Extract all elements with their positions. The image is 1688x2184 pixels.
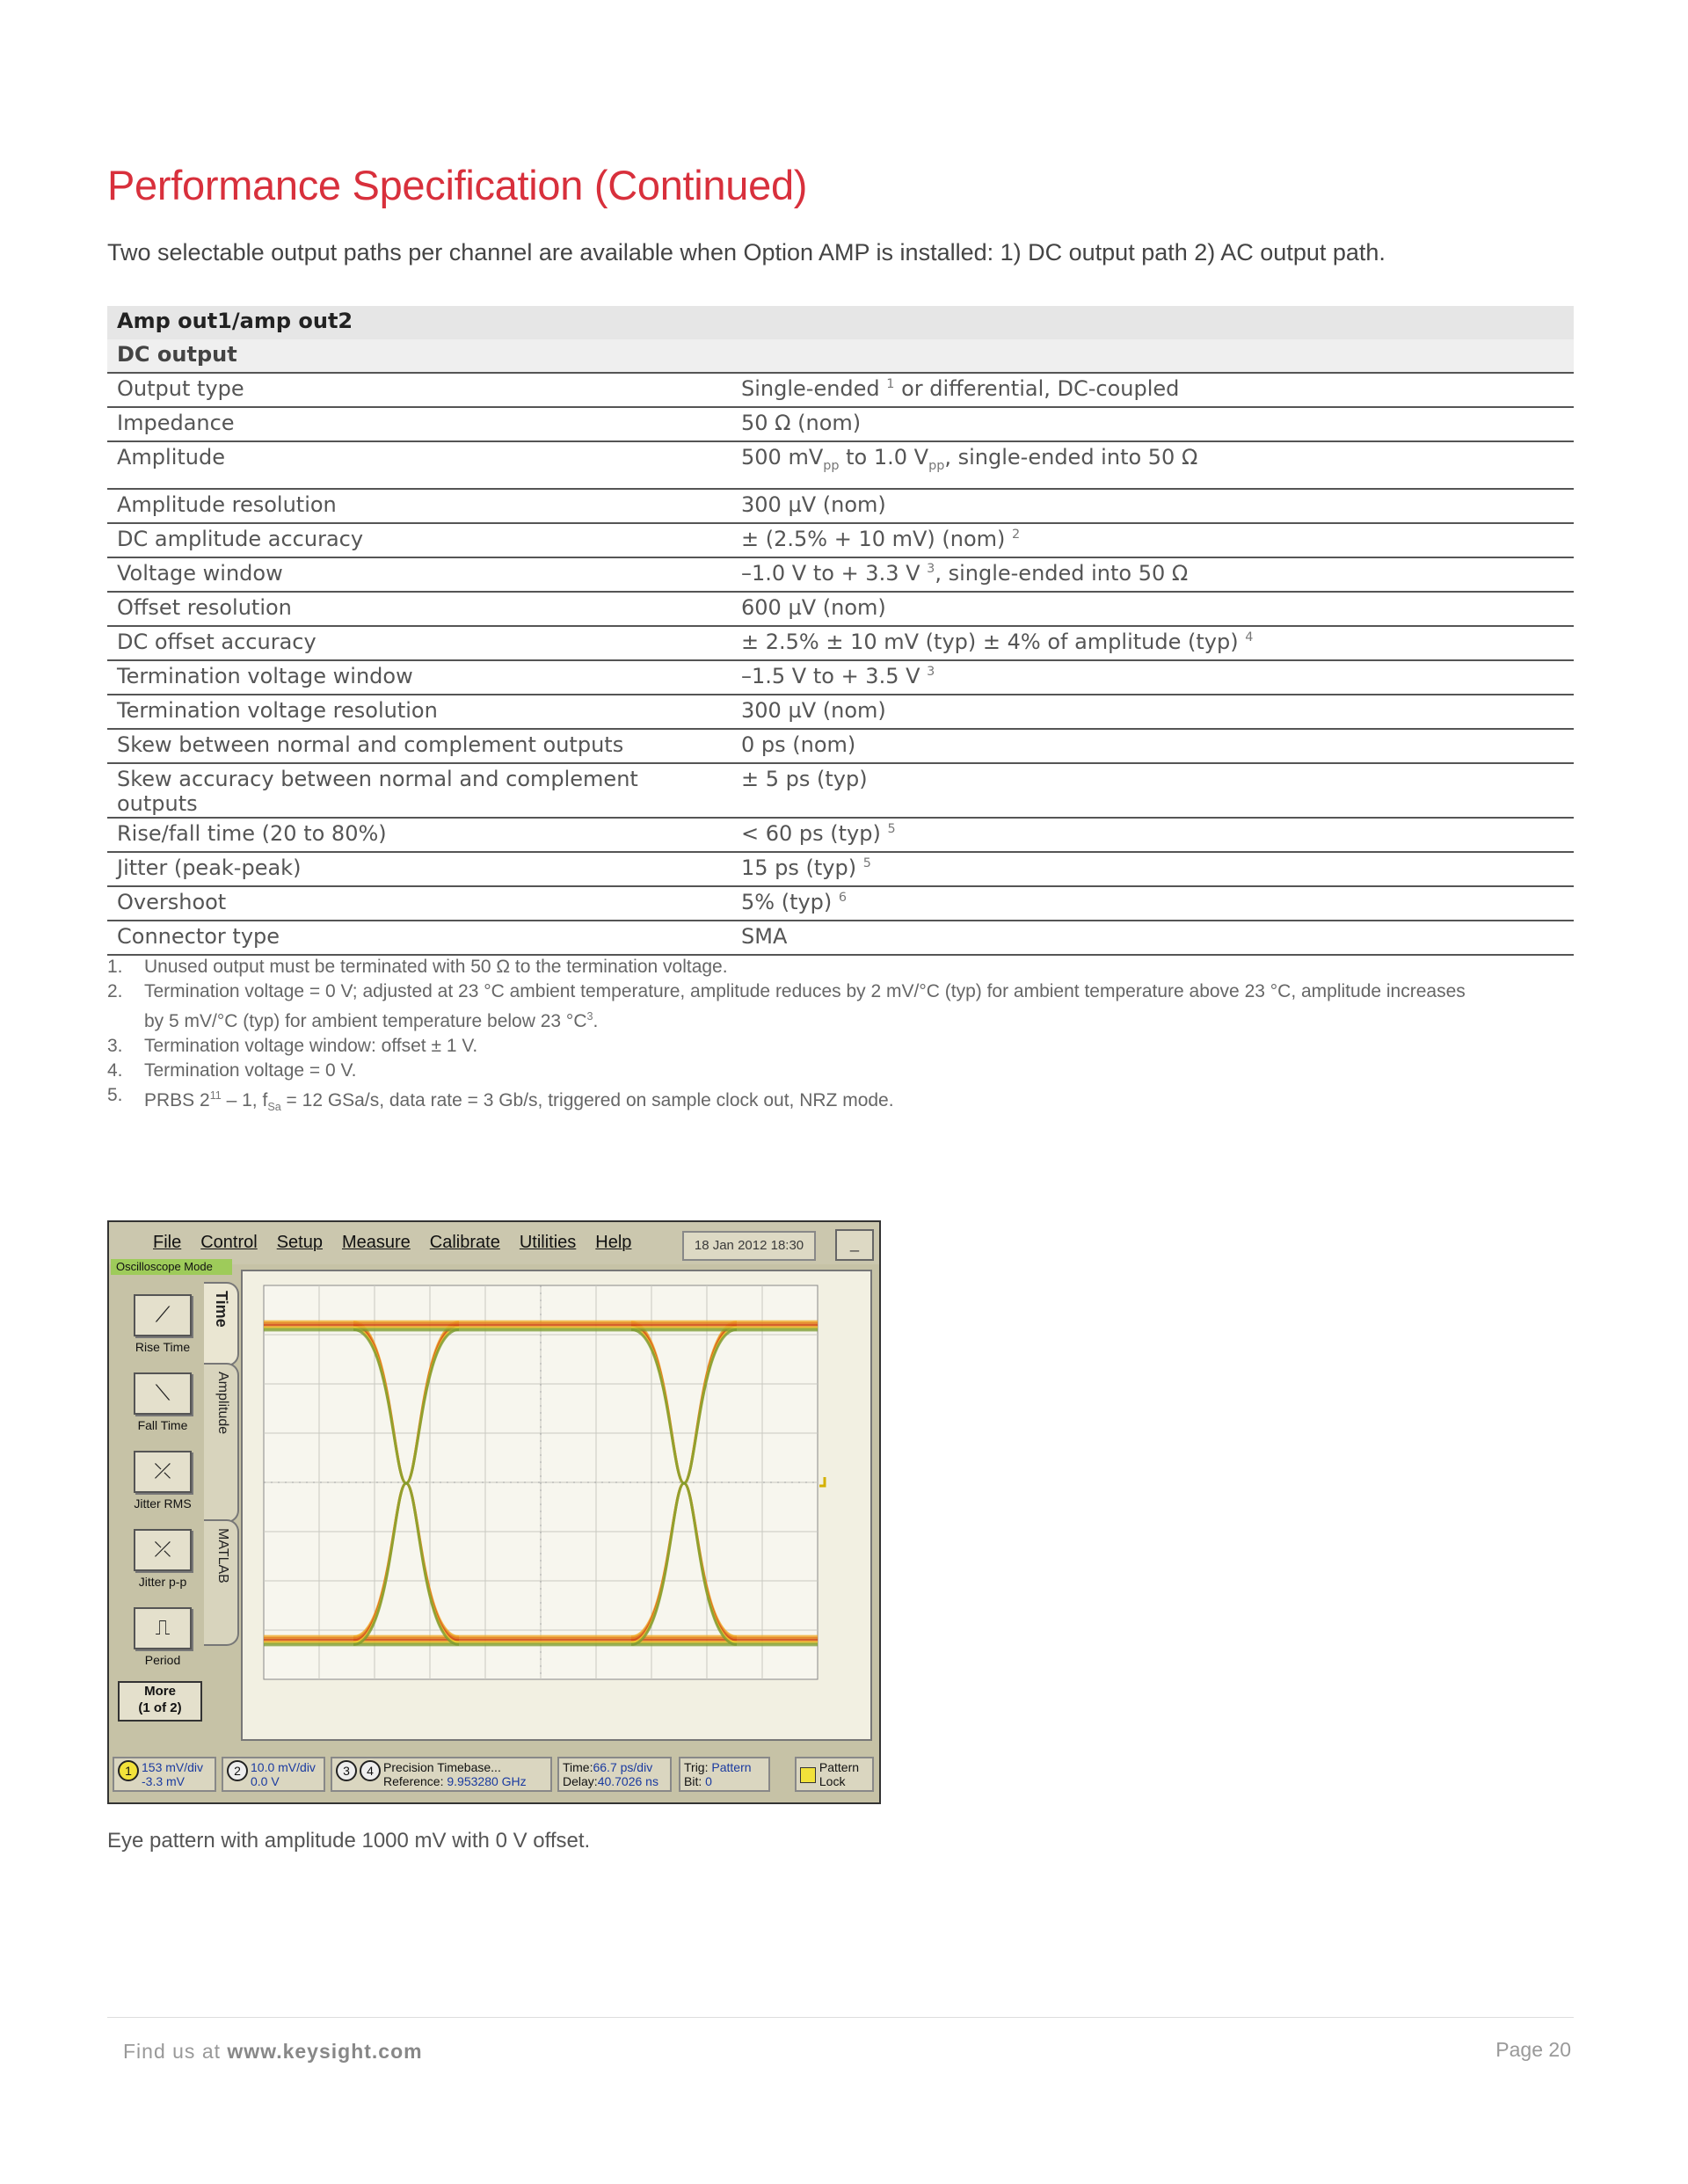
spec-label: Output type bbox=[107, 373, 731, 407]
spec-value bbox=[731, 763, 1574, 818]
superscript: 11 bbox=[209, 1089, 222, 1102]
footer-url[interactable]: www.keysight.com bbox=[227, 2040, 423, 2063]
footnote-number: 4. bbox=[107, 1060, 123, 1081]
time-value: 66.7 ps/div bbox=[593, 1760, 653, 1774]
tab-amplitude[interactable] bbox=[204, 1363, 239, 1523]
spec-label: Skew between normal and complement outputs bbox=[107, 729, 731, 763]
reference-label: Reference: bbox=[383, 1774, 444, 1788]
lock-icon bbox=[800, 1767, 816, 1783]
value-text: 15 ps (typ) bbox=[741, 855, 857, 880]
spec-value bbox=[731, 373, 1574, 407]
spec-label: Voltage window bbox=[107, 557, 731, 592]
value-text: ± (2.5% + 10 mV) (nom) bbox=[741, 527, 1006, 551]
scope-menu bbox=[153, 1233, 631, 1253]
time-setting[interactable] bbox=[557, 1757, 672, 1792]
spec-value bbox=[731, 921, 1574, 955]
channel-3-chip: 3 bbox=[336, 1760, 357, 1781]
tool-label: Period bbox=[144, 1653, 181, 1667]
fall-time-icon: ⟍ bbox=[134, 1372, 192, 1415]
spec-value bbox=[731, 523, 1574, 557]
bit-value: 0 bbox=[705, 1774, 712, 1788]
spec-label: Rise/fall time (20 to 80%) bbox=[107, 818, 731, 852]
menu-item-calibrate[interactable]: Calibrate bbox=[429, 1233, 500, 1252]
table-row bbox=[107, 695, 1574, 729]
trig-label: Trig: bbox=[684, 1760, 709, 1774]
tool-label: Rise Time bbox=[135, 1340, 191, 1354]
table-row bbox=[107, 763, 1574, 818]
note-text: Unused output must be terminated with 50 Ω to the termination voltage. bbox=[144, 957, 728, 977]
page-number: Page 20 bbox=[1495, 2038, 1571, 2061]
table-row bbox=[107, 373, 1574, 407]
value-text: 0 ps (nom) bbox=[741, 732, 856, 757]
value-text: 300 µV (nom) bbox=[741, 698, 886, 723]
spec-value bbox=[731, 592, 1574, 626]
footnote bbox=[107, 955, 1481, 979]
tool-label: Jitter RMS bbox=[134, 1496, 192, 1511]
scope-menubar bbox=[109, 1222, 879, 1264]
footnote-number: 1. bbox=[107, 957, 123, 977]
eye-diagram bbox=[243, 1271, 870, 1739]
tool-jitter-p-p[interactable] bbox=[121, 1529, 204, 1589]
spec-table bbox=[107, 306, 1574, 956]
footnote-ref: 3 bbox=[927, 665, 935, 679]
pattern-lock-button[interactable] bbox=[795, 1757, 874, 1792]
menu-item-setup[interactable]: Setup bbox=[276, 1233, 323, 1252]
scope-date: 18 Jan 2012 18:30 bbox=[682, 1231, 816, 1261]
value-text: 500 mV bbox=[741, 445, 824, 470]
channel-4-chip: 4 bbox=[360, 1760, 381, 1781]
channel-2-setting[interactable] bbox=[222, 1757, 325, 1792]
value-text: or differential, DC-coupled bbox=[894, 376, 1180, 401]
menu-item-file[interactable]: File bbox=[153, 1233, 182, 1252]
tab-time[interactable] bbox=[204, 1282, 239, 1366]
minimize-button[interactable]: _ bbox=[835, 1229, 874, 1261]
ch1-scale: 153 mV/div bbox=[142, 1760, 204, 1774]
footnote-text bbox=[144, 1034, 1481, 1059]
status-bar bbox=[109, 1746, 879, 1802]
jitter-pp-icon: ⤫ bbox=[134, 1529, 192, 1571]
table-row bbox=[107, 592, 1574, 626]
spec-label: DC offset accuracy bbox=[107, 626, 731, 660]
tool-label: Jitter p-p bbox=[138, 1575, 187, 1589]
rise-time-icon: ⟋ bbox=[134, 1294, 192, 1336]
figure-caption: Eye pattern with amplitude 1000 mV with 0 V offset. bbox=[107, 1829, 591, 1853]
footnote-ref: 2 bbox=[1012, 528, 1021, 542]
delay-label: Delay: bbox=[563, 1774, 598, 1788]
footnote-text bbox=[144, 1059, 1481, 1083]
subscript: Sa bbox=[267, 1101, 281, 1114]
timebase-setting[interactable] bbox=[331, 1757, 552, 1792]
value-text: ± 2.5% ± 10 mV (typ) ± 4% of amplitude (typ) bbox=[741, 630, 1239, 654]
tool-label: Fall Time bbox=[137, 1418, 188, 1432]
table-row bbox=[107, 523, 1574, 557]
footnote-ref: 4 bbox=[1245, 630, 1254, 644]
spec-label: Jitter (peak-peak) bbox=[107, 852, 731, 886]
table-subheader: DC output bbox=[107, 339, 1574, 373]
value-text: 5% (typ) bbox=[741, 890, 833, 914]
superscript: 3 bbox=[586, 1010, 593, 1023]
spec-label: Amplitude bbox=[107, 441, 731, 489]
trigger-marker bbox=[819, 1477, 825, 1486]
note-text: PRBS 2 bbox=[144, 1090, 210, 1110]
value-text: –1.5 V to + 3.5 V bbox=[741, 664, 920, 688]
footnote bbox=[107, 1059, 1481, 1083]
spec-label: Overshoot bbox=[107, 886, 731, 921]
tool-fall-time[interactable] bbox=[121, 1372, 204, 1432]
footnote-ref: 5 bbox=[887, 822, 896, 836]
jitter-rms-icon: ⤫ bbox=[134, 1451, 192, 1493]
note-text: Termination voltage = 0 V. bbox=[144, 1060, 357, 1081]
oscilloscope-screenshot bbox=[107, 1220, 881, 1804]
tool-rise-time[interactable] bbox=[121, 1294, 204, 1354]
spec-label: Amplitude resolution bbox=[107, 489, 731, 523]
spec-label: Termination voltage resolution bbox=[107, 695, 731, 729]
spec-label: Skew accuracy between normal and complement outputs bbox=[107, 763, 731, 818]
table-row bbox=[107, 626, 1574, 660]
reference-value: 9.953280 GHz bbox=[447, 1774, 527, 1788]
note-text: Termination voltage window: offset ± 1 V. bbox=[144, 1036, 478, 1056]
bit-label: Bit: bbox=[684, 1774, 702, 1788]
spec-value bbox=[731, 852, 1574, 886]
channel-2-chip: 2 bbox=[227, 1760, 248, 1781]
note-text: – 1, f bbox=[221, 1090, 268, 1110]
subscript: pp bbox=[928, 458, 945, 473]
spec-label: Termination voltage window bbox=[107, 660, 731, 695]
value-text: 300 µV (nom) bbox=[741, 492, 886, 517]
tab-label: MATLAB bbox=[215, 1528, 230, 1583]
value-text: SMA bbox=[741, 924, 788, 949]
table-row bbox=[107, 729, 1574, 763]
table-row bbox=[107, 852, 1574, 886]
subscript: pp bbox=[823, 458, 840, 473]
footnote bbox=[107, 1083, 1481, 1119]
value-text: , single-ended into 50 Ω bbox=[935, 561, 1189, 586]
table-row bbox=[107, 557, 1574, 592]
menu-item-measure[interactable]: Measure bbox=[341, 1233, 411, 1252]
spec-value bbox=[731, 695, 1574, 729]
tool-jitter-rms[interactable] bbox=[121, 1451, 204, 1511]
value-text: 600 µV (nom) bbox=[741, 595, 886, 620]
table-row bbox=[107, 660, 1574, 695]
footnote bbox=[107, 1034, 1481, 1059]
spec-value bbox=[731, 729, 1574, 763]
footer-link-text bbox=[123, 2040, 423, 2064]
footnote-number: 3. bbox=[107, 1036, 123, 1056]
spec-label: DC amplitude accuracy bbox=[107, 523, 731, 557]
more-button[interactable]: More (1 of 2) bbox=[118, 1681, 202, 1722]
footnote-text bbox=[144, 979, 1481, 1034]
table-header: Amp out1/amp out2 bbox=[107, 306, 1574, 339]
footnote-ref: 3 bbox=[927, 562, 935, 576]
footnote-number: 5. bbox=[107, 1085, 123, 1105]
spec-value bbox=[731, 557, 1574, 592]
mode-label: Oscilloscope Mode bbox=[111, 1259, 232, 1275]
tool-period[interactable] bbox=[121, 1607, 204, 1667]
spec-label: Offset resolution bbox=[107, 592, 731, 626]
table-row bbox=[107, 886, 1574, 921]
spec-value bbox=[731, 407, 1574, 441]
spec-value bbox=[731, 886, 1574, 921]
spec-value bbox=[731, 441, 1574, 489]
footer-rule bbox=[107, 2017, 1574, 2018]
trig-value: Pattern bbox=[711, 1760, 752, 1774]
ch1-offset: -3.3 mV bbox=[142, 1774, 186, 1788]
note-text: Termination voltage = 0 V; adjusted at 23 °C ambient temperature, amplitude reduces by 2 mV/°C (typ) for ambient temperature above 23 °C, amplitude increases by 5 mV/°C (typ) for ambient temperature below 23 °C bbox=[144, 981, 1466, 1031]
measure-toolbar bbox=[113, 1277, 209, 1804]
value-text: , single-ended into 50 Ω bbox=[944, 445, 1198, 470]
value-text: < 60 ps (typ) bbox=[741, 821, 881, 846]
waveform-display bbox=[241, 1270, 872, 1741]
pattern-lock-label: Pattern Lock bbox=[819, 1760, 860, 1788]
tab-label: Amplitude bbox=[215, 1372, 230, 1435]
channel-1-chip: 1 bbox=[118, 1760, 139, 1781]
table-row bbox=[107, 407, 1574, 441]
timebase-label: Precision Timebase... bbox=[383, 1760, 501, 1774]
tab-label: Time bbox=[213, 1291, 230, 1328]
spec-value bbox=[731, 626, 1574, 660]
footer-prefix: Find us at bbox=[123, 2040, 228, 2063]
table-row bbox=[107, 489, 1574, 523]
value-text: Single-ended bbox=[741, 376, 880, 401]
spec-value bbox=[731, 660, 1574, 695]
menu-item-utilities[interactable]: Utilities bbox=[519, 1233, 577, 1252]
footnote-text bbox=[144, 1083, 1481, 1119]
measure-tabs bbox=[204, 1282, 241, 1748]
spec-label: Impedance bbox=[107, 407, 731, 441]
table-row bbox=[107, 441, 1574, 489]
value-text: 50 Ω (nom) bbox=[741, 411, 862, 435]
spec-label: Connector type bbox=[107, 921, 731, 955]
menu-item-help[interactable]: Help bbox=[595, 1233, 632, 1252]
table-row bbox=[107, 921, 1574, 955]
period-icon: ⎍ bbox=[134, 1607, 192, 1649]
delay-value: 40.7026 ns bbox=[597, 1774, 658, 1788]
value-text: ± 5 ps (typ) bbox=[741, 767, 868, 791]
footnote-text bbox=[144, 955, 1481, 979]
footnotes bbox=[107, 955, 1481, 1119]
intro-text: Two selectable output paths per channel are available when Option AMP is installed: 1) DC output path 2) AC output path. bbox=[107, 239, 1386, 266]
footnote-ref: 1 bbox=[886, 377, 895, 391]
tab-matlab[interactable] bbox=[204, 1519, 239, 1646]
trigger-setting[interactable] bbox=[679, 1757, 770, 1792]
footnote-ref: 5 bbox=[862, 856, 871, 870]
channel-1-setting[interactable] bbox=[113, 1757, 216, 1792]
spec-value bbox=[731, 489, 1574, 523]
ch2-scale: 10.0 mV/div bbox=[251, 1760, 316, 1774]
menu-item-control[interactable]: Control bbox=[200, 1233, 258, 1252]
table-row bbox=[107, 818, 1574, 852]
spec-value bbox=[731, 818, 1574, 852]
footnote-ref: 6 bbox=[838, 891, 848, 905]
time-label: Time: bbox=[563, 1760, 593, 1774]
value-text: to 1.0 V bbox=[839, 445, 929, 470]
note-text: = 12 GSa/s, data rate = 3 Gb/s, triggered on sample clock out, NRZ mode. bbox=[280, 1090, 894, 1110]
ch2-offset: 0.0 V bbox=[251, 1774, 280, 1788]
note-text: . bbox=[593, 1011, 599, 1031]
footnote bbox=[107, 979, 1481, 1034]
page-title: Performance Specification (Continued) bbox=[107, 162, 808, 208]
value-text: –1.0 V to + 3.3 V bbox=[741, 561, 920, 586]
footnote-number: 2. bbox=[107, 981, 123, 1001]
